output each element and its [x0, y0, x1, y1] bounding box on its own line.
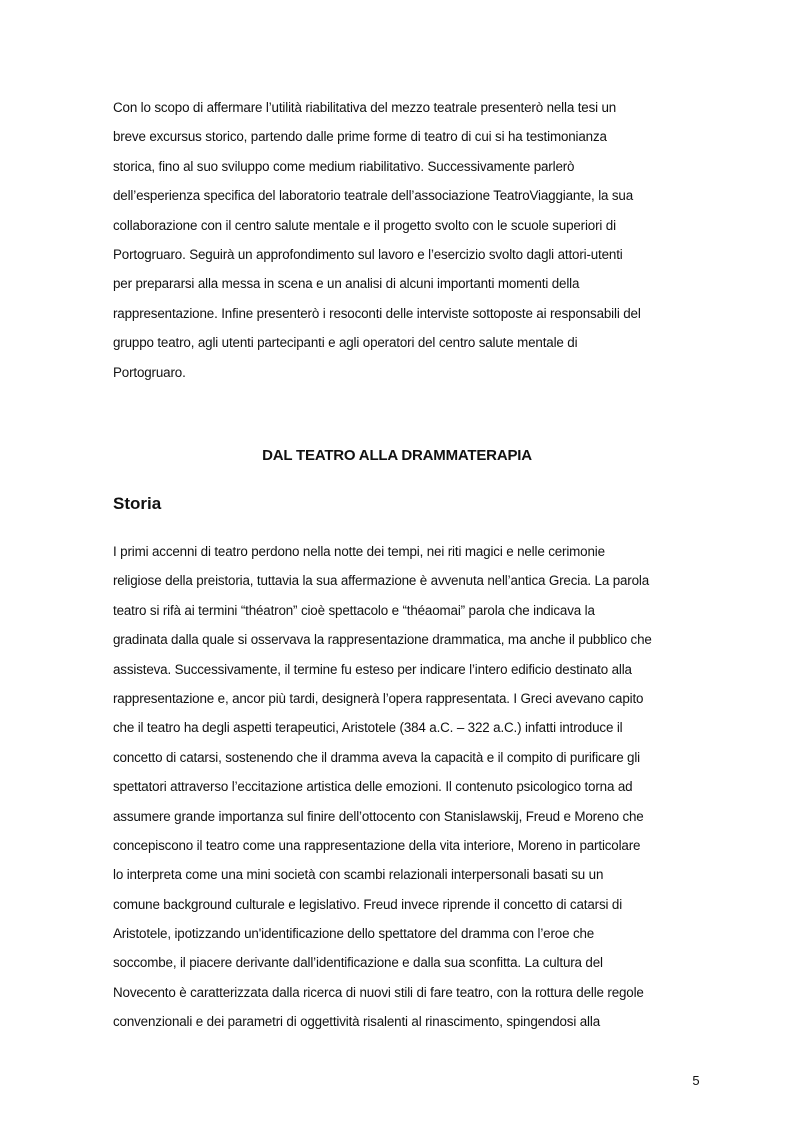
body-line: religiose della preistoria, tuttavia la sua affermazione è avvenuta nell’antica Grecia. La parola	[113, 573, 650, 589]
body-line: soccombe, il piacere derivante dall’identificazione e dalla sua sconfitta. La cultura del	[113, 955, 603, 971]
intro-line: breve excursus storico, partendo dalle prime forme di teatro di cui si ha testimonianza	[113, 129, 607, 145]
body-line: rappresentazione e, ancor più tardi, designerà l’opera rappresentata. I Greci avevano capito	[113, 690, 644, 706]
section-title: DAL TEATRO ALLA DRAMMATERAPIA	[262, 447, 532, 464]
intro-line: collaborazione con il centro salute mentale e il progetto svolto con le scuole superiori di	[113, 217, 616, 233]
body-line: convenzionali e dei parametri di oggettività risalenti al rinascimento, spingendosi alla	[113, 1014, 600, 1030]
body-paragraph	[113, 537, 723, 1037]
body-line: assumere grande importanza sul finire dell’ottocento con Stanislawskij, Freud e Moreno che	[113, 808, 644, 824]
intro-line: storica, fino al suo sviluppo come medium riabilitativo. Successivamente parlerò	[113, 158, 575, 174]
body-line: assisteva. Successivamente, il termine fu esteso per indicare l’intero edificio destinato alla	[113, 661, 632, 677]
body-line: Novecento è caratterizzata dalla ricerca di nuovi stili di fare teatro, con la rottura delle regole	[113, 984, 644, 1000]
body-line: che il teatro ha degli aspetti terapeutici, Aristotele (384 a.C. – 322 a.C.) infatti introduce il	[113, 720, 623, 736]
body-line: lo interpreta come una mini società con scambi relazionali interpersonali basati su un	[113, 867, 604, 883]
body-line: concetto di catarsi, sostenendo che il dramma aveva la capacità e il compito di purificare gli	[113, 749, 641, 765]
intro-line: per prepararsi alla messa in scena e un analisi di alcuni importanti momenti della	[113, 276, 580, 292]
intro-line: rappresentazione. Infine presenterò i resoconti delle interviste sottoposte ai responsabili del	[113, 305, 641, 321]
intro-line: Portogruaro.	[113, 364, 186, 380]
intro-line: gruppo teatro, agli utenti partecipanti e agli operatori del centro salute mentale di	[113, 335, 578, 351]
body-line: gradinata dalla quale si osservava la rappresentazione drammatica, ma anche il pubblico che	[113, 632, 652, 648]
intro-line: dell’esperienza specifica del laboratorio teatrale dell’associazione TeatroViaggiante, la sua	[113, 188, 634, 204]
page-number: 5	[692, 1073, 700, 1088]
body-line: teatro si rifà ai termini “théatron” cioè spettacolo e “théaomai” parola che indicava la	[113, 602, 595, 618]
body-line: Aristotele, ipotizzando un'identificazione dello spettatore del dramma con l’eroe che	[113, 926, 595, 942]
subsection-title: Storia	[113, 494, 162, 513]
body-line: comune background culturale e legislativo. Freud invece riprende il concetto di catarsi di	[113, 896, 623, 912]
intro-paragraph	[113, 93, 723, 387]
intro-line: Con lo scopo di affermare l’utilità riabilitativa del mezzo teatrale presenterò nella tesi un	[113, 100, 617, 115]
intro-line: Portogruaro. Seguirà un approfondimento sul lavoro e l’esercizio svolto dagli attori-utenti	[113, 246, 623, 262]
body-line: concepiscono il teatro come una rappresentazione della vita interiore, Moreno in particolare	[113, 837, 641, 853]
body-line: I primi accenni di teatro perdono nella notte dei tempi, nei riti magici e nelle cerimonie	[113, 544, 605, 559]
body-line: spettatori attraverso l’eccitazione artistica delle emozioni. Il contenuto psicologico torna ad	[113, 779, 633, 795]
